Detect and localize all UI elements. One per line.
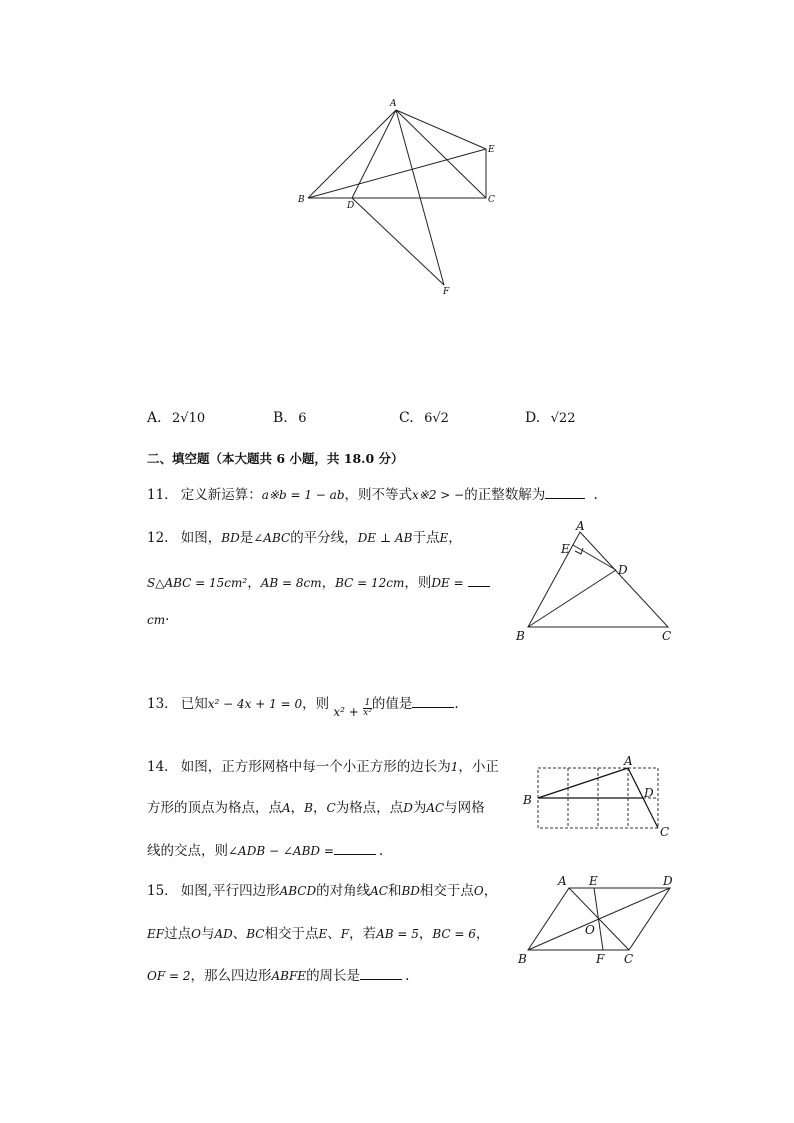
q15-math: ABCD xyxy=(279,884,317,898)
q14-math: 1 xyxy=(450,760,459,774)
q15-text: ， xyxy=(475,926,490,942)
q15-text: 、 xyxy=(327,926,341,942)
q12-answer-blank[interactable] xyxy=(468,574,490,587)
q14-label-D: D xyxy=(644,786,654,800)
q14-math: A xyxy=(282,801,291,815)
q15-text: 相交于点 xyxy=(264,926,319,942)
point-label-A: A xyxy=(390,99,397,109)
top-geometry-figure xyxy=(290,95,510,300)
choice-a-label: A. xyxy=(147,410,162,426)
q15-label-E: E xyxy=(589,874,598,888)
q12-text: 的平分线， xyxy=(290,530,358,546)
q12-math: E xyxy=(439,531,449,545)
q13-answer-blank[interactable] xyxy=(412,695,454,708)
choice-d-value: √22 xyxy=(550,411,576,426)
choice-c-label: C. xyxy=(399,410,414,426)
q13-fraction xyxy=(363,699,372,718)
point-label-D: D xyxy=(347,201,355,211)
q12-math: BD xyxy=(221,531,240,545)
point-label-F: F xyxy=(443,287,450,297)
q12-text: ， xyxy=(247,575,261,591)
q13-period: . xyxy=(454,696,459,712)
choice-d-label: D. xyxy=(525,410,541,426)
q15-label-A: A xyxy=(558,874,567,888)
question-15-line-1 xyxy=(147,879,497,899)
q12-math: BC = 12cm xyxy=(335,576,405,590)
choice-c xyxy=(399,410,449,426)
question-12-line-1 xyxy=(147,526,462,546)
q15-text: 过点 xyxy=(164,926,192,942)
q12-text: ， xyxy=(448,530,462,546)
q12-text: · xyxy=(165,612,170,628)
choice-a xyxy=(147,410,205,426)
q13-text: ，则 xyxy=(302,696,330,712)
q13-number: 13. xyxy=(147,696,169,712)
q12-label-E: E xyxy=(561,542,570,556)
q15-math: AD xyxy=(214,927,233,941)
q15-math: ABFE xyxy=(271,969,307,983)
q15-label-B: B xyxy=(518,952,527,966)
q11-math-operation: a※b = 1 − ab xyxy=(261,488,345,502)
q13-text: 的值是 xyxy=(371,696,413,712)
q13-fraction-numerator: 1 xyxy=(364,698,371,708)
choice-b-label: B. xyxy=(273,410,288,426)
q14-label-B: B xyxy=(523,793,532,807)
point-label-C: C xyxy=(488,195,495,205)
choice-d xyxy=(525,410,575,426)
q15-math: O xyxy=(191,927,201,941)
q13-math-equation: x² − 4x + 1 = 0 xyxy=(207,697,303,711)
q13-math-expression: x² + xyxy=(333,705,359,719)
q15-math: AC xyxy=(370,884,388,898)
q12-math-area: S△ABC = 15cm² xyxy=(147,576,248,590)
q13-text: 已知 xyxy=(180,696,208,712)
q14-label-C: C xyxy=(660,825,670,839)
q12-text: 是 xyxy=(239,530,254,546)
q14-text: ， xyxy=(290,800,305,816)
q15-math: OF = 2 xyxy=(147,969,191,983)
q14-math: B xyxy=(304,801,313,815)
q14-text: ，小正 xyxy=(458,759,499,775)
question-12-line-3 xyxy=(147,612,169,628)
q11-period: . xyxy=(593,487,598,503)
q15-text: 的对角线 xyxy=(316,883,371,899)
q14-number: 14. xyxy=(147,759,169,775)
q15-parallelogram-figure xyxy=(512,870,682,970)
q11-text: 的正整数解为 xyxy=(464,487,546,503)
q15-math: O xyxy=(473,884,484,898)
choice-c-value: 6√2 xyxy=(424,411,449,426)
q12-triangle-figure xyxy=(510,520,685,645)
q14-text: 如图，正方形网格中每一个小正方形的边长为 xyxy=(180,759,451,775)
q15-text: 和 xyxy=(387,883,402,899)
q12-math: AB = 8cm xyxy=(260,576,322,590)
q12-text: 如图， xyxy=(180,530,222,546)
q15-math: F xyxy=(340,927,350,941)
question-14-line-3 xyxy=(147,839,383,859)
question-12-line-2 xyxy=(147,571,490,591)
q15-text: 如图,平行四边形 xyxy=(180,883,280,899)
q15-text: 的周长是 xyxy=(306,968,361,984)
q15-text: ， xyxy=(418,926,433,942)
point-label-E: E xyxy=(488,145,495,155)
q15-text: ， xyxy=(483,883,498,899)
q14-label-A: A xyxy=(624,754,633,768)
question-13 xyxy=(147,692,459,719)
q14-grid-figure xyxy=(518,752,678,842)
q15-number: 15. xyxy=(147,883,169,899)
q15-text: 、 xyxy=(232,926,247,942)
q15-label-F: F xyxy=(596,952,605,966)
question-15-line-2 xyxy=(147,922,489,942)
q15-text: 与 xyxy=(200,926,215,942)
q14-period: . xyxy=(378,843,384,859)
q15-text: ，那么四边形 xyxy=(190,968,272,984)
q12-math: ∠ABC xyxy=(253,531,291,545)
question-14-line-2 xyxy=(147,796,485,816)
q12-math: DE ⊥ AB xyxy=(357,531,413,545)
q14-math: C xyxy=(326,801,336,815)
q11-number: 11. xyxy=(147,487,169,503)
q15-math: EF xyxy=(147,927,165,941)
choice-a-value: 2√10 xyxy=(172,411,206,426)
q14-text: 为格点，点 xyxy=(335,800,404,816)
choice-b-value: 6 xyxy=(298,411,307,426)
q12-label-D: D xyxy=(618,563,628,577)
q15-math: BD xyxy=(401,884,420,898)
q15-math: AB = 5 xyxy=(376,927,419,941)
q15-math: BC xyxy=(246,927,265,941)
q15-answer-blank[interactable] xyxy=(360,967,402,980)
question-11 xyxy=(147,483,598,503)
q12-unit: cm xyxy=(147,613,166,627)
q14-answer-blank[interactable] xyxy=(334,842,376,855)
q14-text: 线的交点，则 xyxy=(147,843,228,859)
q15-label-D: D xyxy=(663,874,673,888)
q13-fraction-denominator: x² xyxy=(363,708,372,718)
q12-text: ， xyxy=(321,575,336,591)
q15-period: . xyxy=(405,968,410,984)
q12-label-A: A xyxy=(576,520,585,533)
q15-text: 相交于点 xyxy=(419,883,474,899)
q15-math: BC = 6 xyxy=(432,927,476,941)
question-15-line-3 xyxy=(147,964,409,984)
q15-label-C: C xyxy=(624,952,634,966)
section-heading: 二、填空题（本大题共 6 小题，共 18.0 分） xyxy=(147,451,404,466)
q12-label-C: C xyxy=(662,629,672,643)
q11-math-inequality: x※2 > − xyxy=(412,488,465,502)
q14-math: AC xyxy=(426,801,445,815)
q11-answer-blank[interactable] xyxy=(545,486,585,499)
q12-text: ，则 xyxy=(404,575,432,591)
q12-number: 12. xyxy=(147,530,169,546)
q14-math: D xyxy=(403,801,413,815)
q15-label-O: O xyxy=(585,923,595,937)
q11-text: 定义新运算： xyxy=(180,487,262,503)
q11-text: ，则不等式 xyxy=(344,487,413,503)
q12-label-B: B xyxy=(516,629,525,643)
q14-text: 方形的顶点为格点，点 xyxy=(147,800,282,816)
q14-math-expression: ∠ADB − ∠ABD = xyxy=(228,844,334,858)
q14-text: 为 xyxy=(412,800,427,816)
question-14-line-1 xyxy=(147,755,499,775)
q14-text: 与网格 xyxy=(444,800,485,816)
choice-b xyxy=(273,410,306,426)
q12-text: 于点 xyxy=(412,530,440,546)
point-label-B: B xyxy=(298,195,305,205)
q15-math: E xyxy=(318,927,328,941)
q12-math: DE = xyxy=(431,576,464,590)
q15-text: ，若 xyxy=(349,926,377,942)
q14-text: ， xyxy=(313,800,327,816)
